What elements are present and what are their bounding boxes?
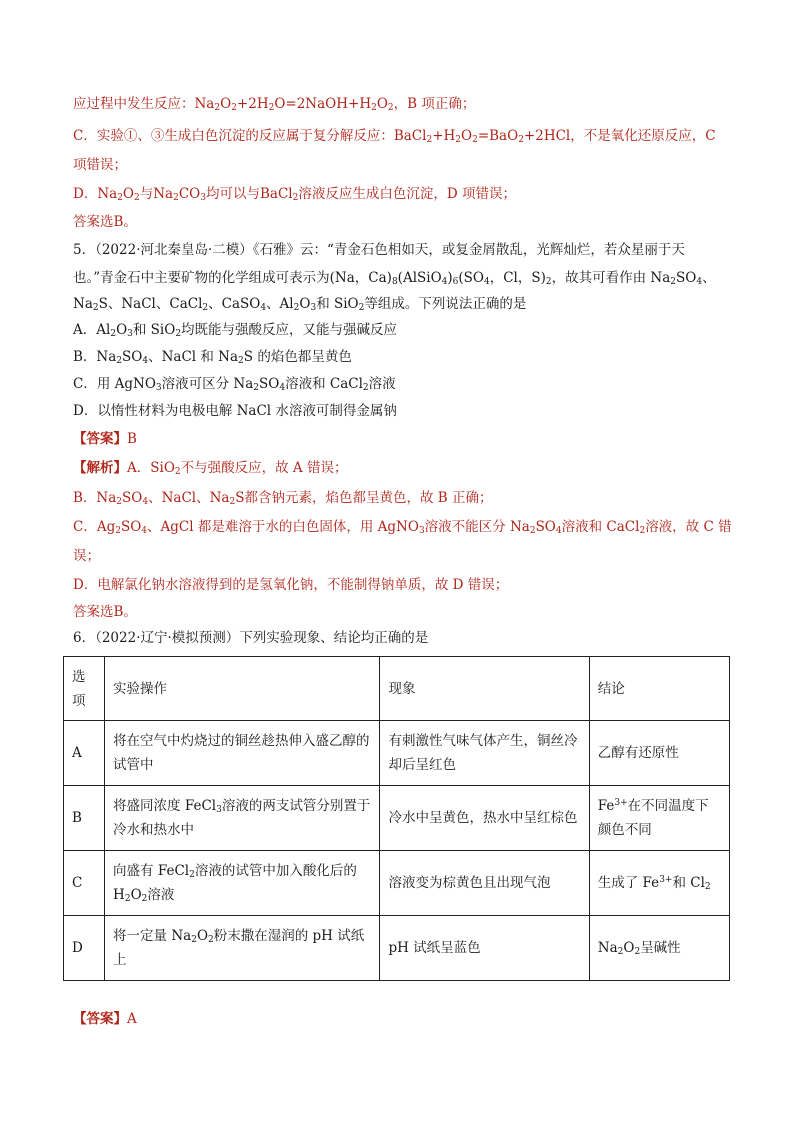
q5-analysis-d: D．电解氯化钠水溶液得到的是氢氧化钠，不能制得钠单质，故 D 错误； (73, 577, 509, 593)
header-operation: 实验操作 (105, 657, 380, 721)
row-operation: 将在空气中灼烧过的铜丝趁热伸入盛乙醇的试管中 (105, 721, 380, 786)
table-row (64, 786, 730, 851)
q5-option-a: A．$Al_2O_3$和 SiO$_2$均既能与强酸反应，又能与强碱反应 (73, 322, 398, 339)
row-option: B (64, 786, 105, 851)
answer-choice-line: 答案选B。 (73, 214, 137, 230)
q5-stem-line-1: 5．（2022·河北秦皇岛·二模）《石雅》云：“青金石色相如天，或复金屑散乱，光辉灿烂，若众星丽于天 (73, 242, 685, 258)
row-phenomenon: 溶液变为棕黄色且出现气泡 (380, 851, 589, 916)
row-conclusion: 生成了 $Fe^{3+}$和 $Cl_2$ (589, 851, 729, 916)
row-conclusion: 乙醇有还原性 (589, 721, 729, 786)
q5-stem-line-3: $Na_2S$、NaCl、CaCl$_2$、CaSO$_4$、$Al_2O_3$和 SiO$_2$等组成。下列说法正确的是 (73, 296, 527, 313)
row-phenomenon: 有刺激性气味气体产生，铜丝冷却后呈红色 (380, 721, 589, 786)
row-phenomenon: pH 试纸呈蓝色 (380, 916, 589, 981)
table-row (64, 916, 730, 981)
q5-option-b: B．$Na_2SO_4$、NaCl 和 $Na_2S$ 的焰色都呈黄色 (73, 349, 352, 366)
table-row (64, 851, 730, 916)
table-row (64, 721, 730, 786)
row-conclusion: $Na_2O_2$呈碱性 (589, 916, 729, 981)
q5-answer: 【答案】B (73, 431, 137, 447)
row-conclusion: $Fe^{3+}$在不同温度下颜色不同 (589, 786, 729, 851)
header-conclusion: 结论 (589, 657, 729, 721)
q5-analysis-c: C．$Ag_2SO_4$、AgCl 都是难溶于水的白色固体，用 AgNO$_3$溶液不能区分 $Na_2SO_4$溶液和 CaCl$_2$溶液，故 C 错 (73, 519, 732, 536)
table-header-row (64, 657, 730, 721)
analysis-line-c-cont: 项错误； (73, 157, 127, 173)
row-phenomenon: 冷水中呈黄色，热水中呈红棕色 (380, 786, 589, 851)
row-option: A (64, 721, 105, 786)
q6-answer: 【答案】A (73, 1011, 137, 1027)
header-option: 选项 (64, 657, 105, 721)
analysis-line-c: C．实验①、③生成白色沉淀的反应属于复分解反应：$BaCl_2+H_2O_2=BaO_2+2HCl$，不是氧化还原反应，C (73, 128, 716, 145)
q6-stem: 6．（2022·辽宁·模拟预测）下列实验现象、结论均正确的是 (73, 630, 429, 646)
row-option: D (64, 916, 105, 981)
q5-analysis-c-cont: 误； (73, 548, 100, 564)
q6-experiment-table (63, 656, 730, 981)
row-operation: 将一定量 $Na_2O_2$粉末撒在湿润的 pH 试纸上 (105, 916, 380, 981)
q5-analysis-b: B．$Na_2SO_4$、NaCl、$Na_2S$都含钠元素，焰色都呈黄色，故 B 正确； (73, 490, 493, 507)
row-option: C (64, 851, 105, 916)
header-phenomenon: 现象 (380, 657, 589, 721)
row-operation: 向盛有 FeCl$_2$溶液的试管中加入酸化后的$H_2O_2$溶液 (105, 851, 380, 916)
q5-option-d: D．以惰性材料为电极电解 NaCl 水溶液可制得金属钠 (73, 403, 397, 419)
analysis-line-d: D．$Na_2O_2$与$Na_2CO_3$均可以与BaCl$_2$溶液反应生成白色沉淀，D 项错误； (73, 186, 516, 203)
row-operation: 将盛同浓度 FeCl$_3$溶液的两支试管分别置于冷水和热水中 (105, 786, 380, 851)
q5-option-c: C．用 AgNO$_3$溶液可区分 $Na_2SO_4$溶液和 CaCl$_2$溶液 (73, 376, 396, 393)
q5-analysis-a: 【解析】A．SiO$_2$不与强酸反应，故 A 错误； (73, 460, 348, 477)
q5-analysis-conclusion: 答案选B。 (73, 604, 137, 620)
analysis-line-b: 应过程中发生反应：$Na_2O_2+2H_2O=2NaOH+H_2O_2$，B 项正确； (73, 96, 476, 113)
q5-stem-line-2: 也。”青金石中主要矿物的化学组成可表示为(Na，$Ca)_8(AlSiO_4)_6(SO_4$，Cl，$S)_2$，故其可看作由 $Na_2SO_4$、 (73, 270, 716, 287)
